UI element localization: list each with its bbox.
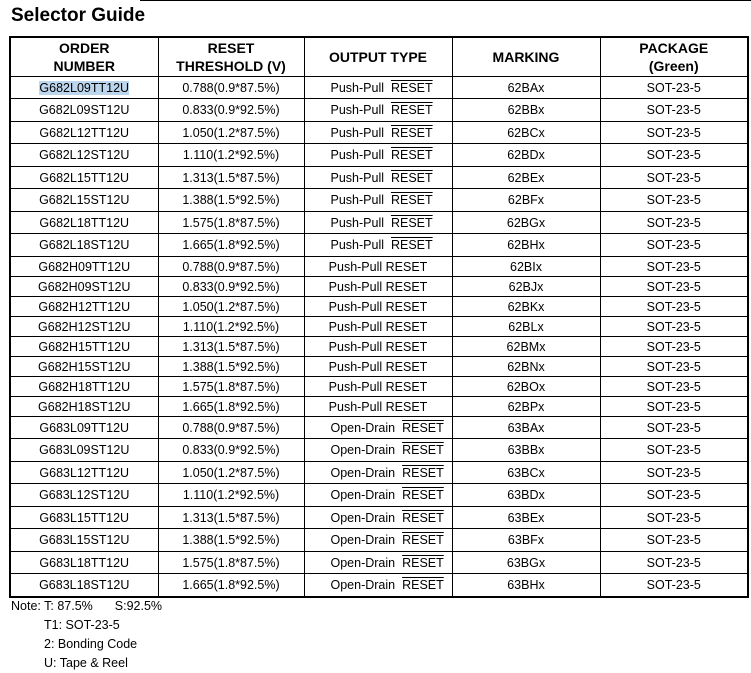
order-number-cell: G683L15ST12U: [10, 529, 158, 552]
output-type-label: Push-Pull: [330, 238, 384, 252]
threshold-cell: 1.665(1.8*92.5%): [158, 574, 304, 597]
output-type-cell: [304, 317, 452, 337]
output-type-label: Push-Pull: [330, 103, 384, 117]
output-type-cell: [304, 357, 452, 377]
package-cell: SOT-23-5: [600, 234, 748, 257]
marking-cell: 62BBx: [452, 99, 600, 122]
header-row: [10, 37, 748, 77]
order-number-cell: G683L12TT12U: [10, 462, 158, 484]
output-type-label: Open-Drain: [330, 533, 396, 547]
table-row: [10, 234, 748, 257]
table-row: [10, 397, 748, 417]
reset-signal-label: RESET: [385, 359, 428, 374]
output-type-cell: [304, 552, 452, 574]
package-cell: SOT-23-5: [600, 552, 748, 574]
threshold-cell: 1.575(1.8*87.5%): [158, 377, 304, 397]
reset-signal-label: RESET: [390, 193, 433, 207]
marking-cell: 62BGx: [452, 212, 600, 234]
table-row: [10, 77, 748, 99]
order-number-cell: G682H18TT12U: [10, 377, 158, 397]
output-type-cell: [304, 439, 452, 462]
package-cell: SOT-23-5: [600, 529, 748, 552]
header-output-type: OUTPUT TYPE: [304, 37, 452, 77]
package-cell: SOT-23-5: [600, 144, 748, 167]
package-cell: SOT-23-5: [600, 484, 748, 507]
reset-signal-label: RESET: [385, 339, 428, 354]
order-number-cell: G683L18TT12U: [10, 552, 158, 574]
marking-cell: 63BHx: [452, 574, 600, 597]
marking-cell: 62BEx: [452, 167, 600, 189]
package-cell: SOT-23-5: [600, 377, 748, 397]
order-number-cell: G682L18TT12U: [10, 212, 158, 234]
page-title: Selector Guide: [11, 5, 146, 26]
output-type-label: Open-Drain: [330, 510, 396, 525]
package-cell: SOT-23-5: [600, 317, 748, 337]
threshold-cell: 1.110(1.2*92.5%): [158, 484, 304, 507]
table-row: [10, 377, 748, 397]
output-type-cell: [304, 377, 452, 397]
marking-cell: 63BDx: [452, 484, 600, 507]
marking-cell: 62BFx: [452, 189, 600, 212]
output-type-cell: [304, 529, 452, 552]
output-type-cell: [304, 462, 452, 484]
marking-cell: 62BHx: [452, 234, 600, 257]
output-type-label: Push-Pull: [330, 193, 384, 207]
package-cell: SOT-23-5: [600, 507, 748, 529]
table-row: [10, 484, 748, 507]
threshold-cell: 1.575(1.8*87.5%): [158, 552, 304, 574]
output-type-cell: [304, 397, 452, 417]
output-type-label: Open-Drain: [330, 465, 396, 480]
reset-signal-label: RESET: [390, 170, 433, 185]
package-cell: SOT-23-5: [600, 257, 748, 277]
threshold-cell: 1.665(1.8*92.5%): [158, 234, 304, 257]
threshold-cell: 0.788(0.9*87.5%): [158, 77, 304, 99]
order-number-cell: G683L09TT12U: [10, 417, 158, 439]
package-cell: SOT-23-5: [600, 417, 748, 439]
output-type-cell: [304, 167, 452, 189]
order-number-cell: G682H15TT12U: [10, 337, 158, 357]
marking-cell: 63BFx: [452, 529, 600, 552]
note-line: T1: SOT-23-5: [44, 618, 120, 632]
reset-signal-label: RESET: [402, 488, 444, 502]
threshold-cell: 1.313(1.5*87.5%): [158, 337, 304, 357]
table-row: [10, 529, 748, 552]
table-row: [10, 167, 748, 189]
output-type-cell: [304, 77, 452, 99]
order-number-cell: G682L12ST12U: [10, 144, 158, 167]
table-row: [10, 257, 748, 277]
reset-signal-label: RESET: [402, 420, 444, 435]
marking-cell: 62BNx: [452, 357, 600, 377]
reset-signal-label: RESET: [402, 465, 444, 480]
marking-cell: 62BLx: [452, 317, 600, 337]
marking-cell: 62BAx: [452, 77, 600, 99]
output-type-cell: [304, 189, 452, 212]
order-number-cell: G682L18ST12U: [10, 234, 158, 257]
order-number-cell: G683L09ST12U: [10, 439, 158, 462]
package-cell: SOT-23-5: [600, 439, 748, 462]
reset-signal-label: RESET: [390, 215, 433, 230]
reset-signal-label: RESET: [390, 148, 433, 162]
output-type-label: Push-Pull: [328, 279, 383, 294]
note-line: U: Tape & Reel: [44, 656, 128, 670]
table-row: [10, 574, 748, 597]
threshold-cell: 1.050(1.2*87.5%): [158, 297, 304, 317]
reset-signal-label: RESET: [402, 443, 444, 457]
threshold-cell: 1.388(1.5*92.5%): [158, 189, 304, 212]
notes: [11, 597, 162, 673]
output-type-cell: [304, 507, 452, 529]
output-type-cell: [304, 122, 452, 144]
order-number-cell: G682L15ST12U: [10, 189, 158, 212]
threshold-cell: 1.575(1.8*87.5%): [158, 212, 304, 234]
output-type-label: Push-Pull: [328, 299, 383, 314]
output-type-cell: [304, 234, 452, 257]
threshold-cell: 1.050(1.2*87.5%): [158, 122, 304, 144]
package-cell: SOT-23-5: [600, 397, 748, 417]
reset-signal-label: RESET: [385, 299, 428, 314]
output-type-label: Push-Pull: [330, 80, 384, 95]
marking-cell: 63BAx: [452, 417, 600, 439]
package-cell: SOT-23-5: [600, 462, 748, 484]
reset-signal-label: RESET: [390, 80, 433, 95]
order-number-cell: G683L12ST12U: [10, 484, 158, 507]
threshold-cell: 0.833(0.9*92.5%): [158, 277, 304, 297]
package-cell: SOT-23-5: [600, 212, 748, 234]
package-cell: SOT-23-5: [600, 297, 748, 317]
output-type-cell: [304, 297, 452, 317]
package-cell: SOT-23-5: [600, 122, 748, 144]
order-number-cell: [10, 77, 158, 99]
header-marking: MARKING: [452, 37, 600, 77]
output-type-cell: [304, 277, 452, 297]
marking-cell: 63BEx: [452, 507, 600, 529]
output-type-label: Push-Pull: [328, 319, 383, 334]
order-number-cell: G683L15TT12U: [10, 507, 158, 529]
output-type-cell: [304, 417, 452, 439]
header-package: PACKAGE (Green): [600, 37, 748, 77]
order-number-cell: G683L18ST12U: [10, 574, 158, 597]
output-type-label: Open-Drain: [330, 577, 396, 592]
output-type-cell: [304, 484, 452, 507]
order-number-cell: G682H09TT12U: [10, 257, 158, 277]
threshold-cell: 1.313(1.5*87.5%): [158, 167, 304, 189]
table-row: [10, 317, 748, 337]
reset-signal-label: RESET: [385, 259, 428, 274]
note-line: 2: Bonding Code: [44, 637, 138, 651]
threshold-cell: 0.833(0.9*92.5%): [158, 99, 304, 122]
marking-cell: 63BCx: [452, 462, 600, 484]
package-cell: SOT-23-5: [600, 167, 748, 189]
order-number-cell: G682L12TT12U: [10, 122, 158, 144]
marking-cell: 63BBx: [452, 439, 600, 462]
output-type-label: Push-Pull: [330, 125, 384, 140]
output-type-label: Push-Pull: [330, 148, 384, 162]
package-cell: SOT-23-5: [600, 357, 748, 377]
marking-cell: 62BMx: [452, 337, 600, 357]
threshold-cell: 1.110(1.2*92.5%): [158, 317, 304, 337]
marking-cell: 62BOx: [452, 377, 600, 397]
reset-signal-label: RESET: [402, 533, 444, 547]
table-row: [10, 439, 748, 462]
selected-order-number[interactable]: G682L09TT12U: [39, 80, 130, 95]
table-row: [10, 507, 748, 529]
output-type-label: Push-Pull: [328, 399, 383, 414]
threshold-cell: 0.788(0.9*87.5%): [158, 417, 304, 439]
reset-signal-label: RESET: [390, 238, 433, 252]
package-cell: SOT-23-5: [600, 277, 748, 297]
package-cell: SOT-23-5: [600, 99, 748, 122]
top-rule: [140, 0, 751, 1]
output-type-label: Push-Pull: [330, 170, 384, 185]
output-type-cell: [304, 144, 452, 167]
header-reset-threshold: RESET THRESHOLD (V): [158, 37, 304, 77]
table-row: [10, 99, 748, 122]
table-row: [10, 212, 748, 234]
table-row: [10, 144, 748, 167]
package-cell: SOT-23-5: [600, 337, 748, 357]
threshold-cell: 1.388(1.5*92.5%): [158, 357, 304, 377]
order-number-cell: G682H18ST12U: [10, 397, 158, 417]
threshold-cell: 1.050(1.2*87.5%): [158, 462, 304, 484]
threshold-cell: 1.665(1.8*92.5%): [158, 397, 304, 417]
reset-signal-label: RESET: [402, 555, 444, 570]
threshold-cell: 0.788(0.9*87.5%): [158, 257, 304, 277]
table-row: [10, 122, 748, 144]
output-type-cell: [304, 257, 452, 277]
table-row: [10, 297, 748, 317]
marking-cell: 62BKx: [452, 297, 600, 317]
order-number-cell: G682H09ST12U: [10, 277, 158, 297]
threshold-cell: 1.110(1.2*92.5%): [158, 144, 304, 167]
order-number-cell: G682H12ST12U: [10, 317, 158, 337]
threshold-cell: 1.313(1.5*87.5%): [158, 507, 304, 529]
order-number-cell: G682L15TT12U: [10, 167, 158, 189]
output-type-label: Push-Pull: [328, 259, 383, 274]
output-type-cell: [304, 574, 452, 597]
table-row: [10, 277, 748, 297]
output-type-label: Push-Pull: [328, 339, 383, 354]
output-type-cell: [304, 337, 452, 357]
table-row: [10, 462, 748, 484]
marking-cell: 62BJx: [452, 277, 600, 297]
marking-cell: 62BCx: [452, 122, 600, 144]
reset-signal-label: RESET: [385, 399, 428, 414]
selector-table: [9, 36, 749, 598]
package-cell: SOT-23-5: [600, 574, 748, 597]
output-type-label: Open-Drain: [330, 555, 396, 570]
marking-cell: 62BPx: [452, 397, 600, 417]
output-type-label: Push-Pull: [328, 379, 383, 394]
reset-signal-label: RESET: [385, 379, 428, 394]
output-type-label: Open-Drain: [330, 488, 396, 502]
table-row: [10, 357, 748, 377]
order-number-cell: G682H12TT12U: [10, 297, 158, 317]
reset-signal-label: RESET: [385, 279, 428, 294]
output-type-label: Push-Pull: [328, 359, 383, 374]
note-first-line: Note: T: 87.5% S:92.5%: [11, 599, 163, 613]
reset-signal-label: RESET: [390, 125, 433, 140]
marking-cell: 62BDx: [452, 144, 600, 167]
output-type-label: Push-Pull: [330, 215, 384, 230]
output-type-label: Open-Drain: [330, 420, 396, 435]
table-row: [10, 417, 748, 439]
threshold-cell: 0.833(0.9*92.5%): [158, 439, 304, 462]
threshold-cell: 1.388(1.5*92.5%): [158, 529, 304, 552]
output-type-cell: [304, 99, 452, 122]
table-row: [10, 552, 748, 574]
table-row: [10, 189, 748, 212]
header-order-number: ORDER NUMBER: [10, 37, 158, 77]
marking-cell: 62BIx: [452, 257, 600, 277]
reset-signal-label: RESET: [402, 577, 444, 592]
reset-signal-label: RESET: [390, 103, 433, 117]
table-row: [10, 337, 748, 357]
output-type-label: Open-Drain: [330, 443, 396, 457]
reset-signal-label: RESET: [385, 319, 428, 334]
order-number-cell: G682L09ST12U: [10, 99, 158, 122]
package-cell: SOT-23-5: [600, 77, 748, 99]
package-cell: SOT-23-5: [600, 189, 748, 212]
order-number-cell: G682H15ST12U: [10, 357, 158, 377]
reset-signal-label: RESET: [402, 510, 444, 525]
marking-cell: 63BGx: [452, 552, 600, 574]
output-type-cell: [304, 212, 452, 234]
